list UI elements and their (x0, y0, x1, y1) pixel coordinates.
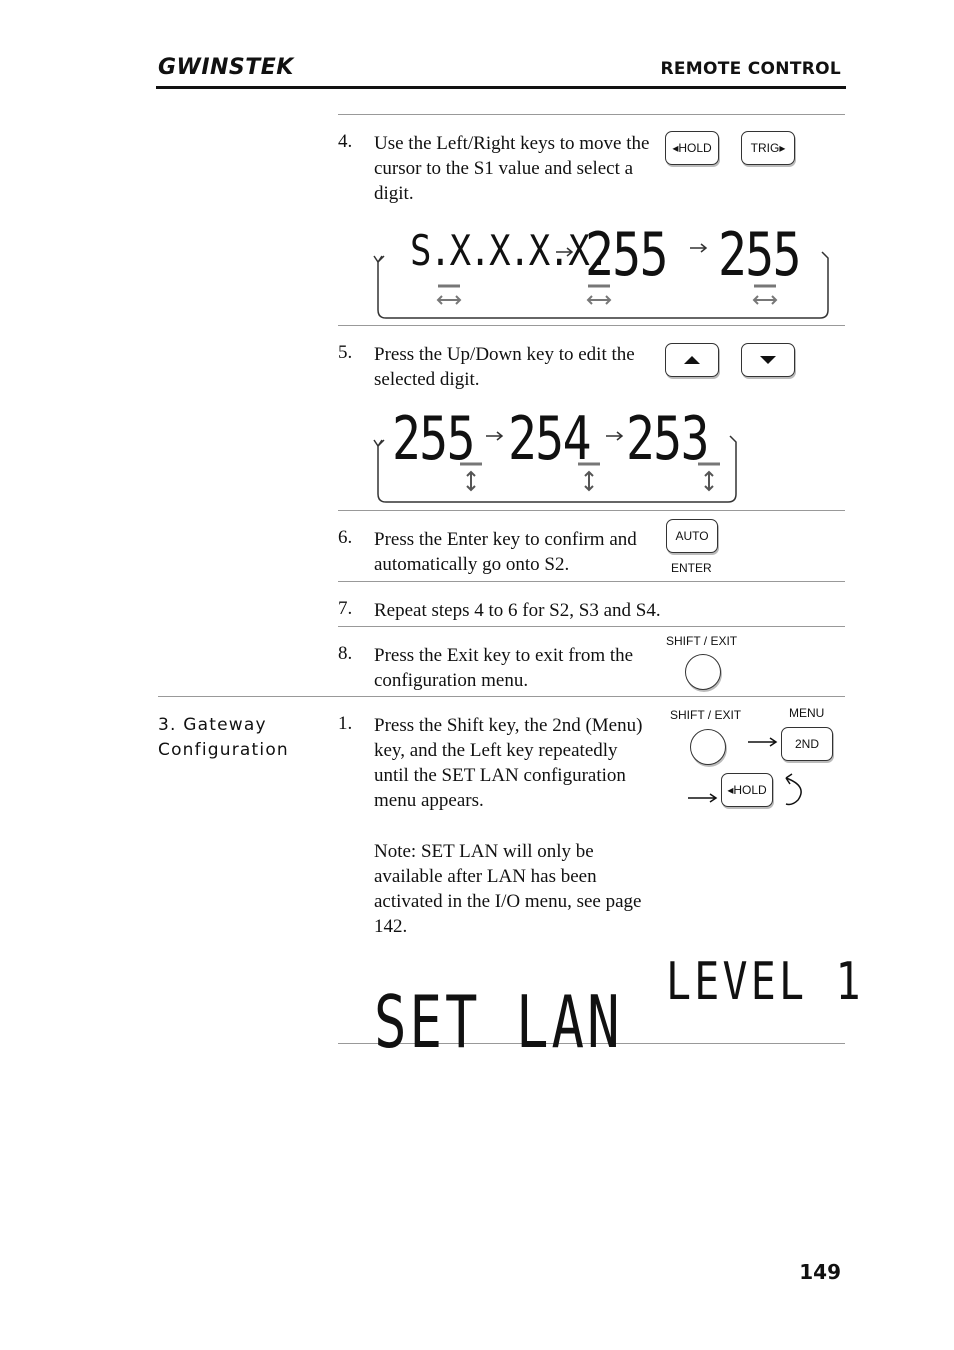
shift-exit-label: SHIFT / EXIT (666, 634, 738, 648)
step-number: 5. (338, 342, 353, 363)
lcd-digits-2: 255 (718, 220, 800, 290)
2nd-menu-key[interactable]: 2ND (781, 727, 833, 761)
divider (158, 696, 845, 697)
lcd-set-lan: SET LAN (374, 980, 623, 1064)
step-text: Repeat steps 4 to 6 for S2, S3 and S4. (374, 600, 661, 621)
enter-key-label: ENTER (671, 561, 712, 575)
note-text: Note: SET LAN will only be available after LAN has been activated in the I/O menu, see page 142. (374, 841, 642, 937)
lcd-edit-3: 253 (626, 404, 708, 474)
step-number: 4. (338, 131, 353, 152)
left-hold-key[interactable]: ◂HOLD (721, 773, 773, 807)
step-text: Press the Enter key to confirm and automatically go onto S2. (374, 529, 637, 575)
divider (338, 114, 845, 115)
step-number: 8. (338, 643, 353, 664)
step-text: Press the Exit key to exit from the configuration menu. (374, 645, 634, 691)
lcd-edit-1: 255 (392, 404, 474, 474)
section-label: 3. Gateway Configuration (158, 715, 289, 760)
step-text: Press the Shift key, the 2nd (Menu) key, and the Left key repeatedly until the SET LAN configuration menu appears. (374, 715, 643, 811)
down-key[interactable] (741, 343, 795, 377)
divider (338, 626, 845, 627)
page-number: 149 (799, 1260, 841, 1284)
lcd-edit-2: 254 (508, 404, 590, 474)
auto-enter-key[interactable]: AUTO (666, 519, 718, 553)
divider (338, 325, 845, 326)
menu-label: MENU (789, 706, 825, 720)
shift-exit-label: SHIFT / EXIT (670, 708, 742, 722)
right-trig-key[interactable]: TRIG▸ (741, 131, 795, 165)
up-key[interactable] (665, 343, 719, 377)
step-number: 1. (338, 713, 353, 734)
step-number: 7. (338, 598, 353, 619)
left-hold-key[interactable]: ◂HOLD (665, 131, 719, 165)
header-rule (156, 86, 846, 89)
step-number: 6. (338, 527, 353, 548)
lcd-s1-value: S.X.X.X.X. (410, 226, 608, 275)
step-text: Use the Left/Right keys to move the cursor to the S1 value and select a digit. (374, 133, 650, 204)
section-header: REMOTE CONTROL (660, 59, 841, 79)
divider (338, 510, 845, 511)
lcd-level: LEVEL 1 (666, 952, 864, 1012)
brand-logo: GWINSTEK (158, 55, 294, 80)
step-text: Press the Up/Down key to edit the selected digit. (374, 344, 635, 390)
arrow-up-icon (684, 356, 700, 364)
lcd-digits-1: 255 (585, 220, 667, 290)
divider (338, 581, 845, 582)
sequence-arrows (680, 730, 810, 810)
shift-exit-key[interactable] (685, 654, 721, 690)
arrow-down-icon (760, 356, 776, 364)
